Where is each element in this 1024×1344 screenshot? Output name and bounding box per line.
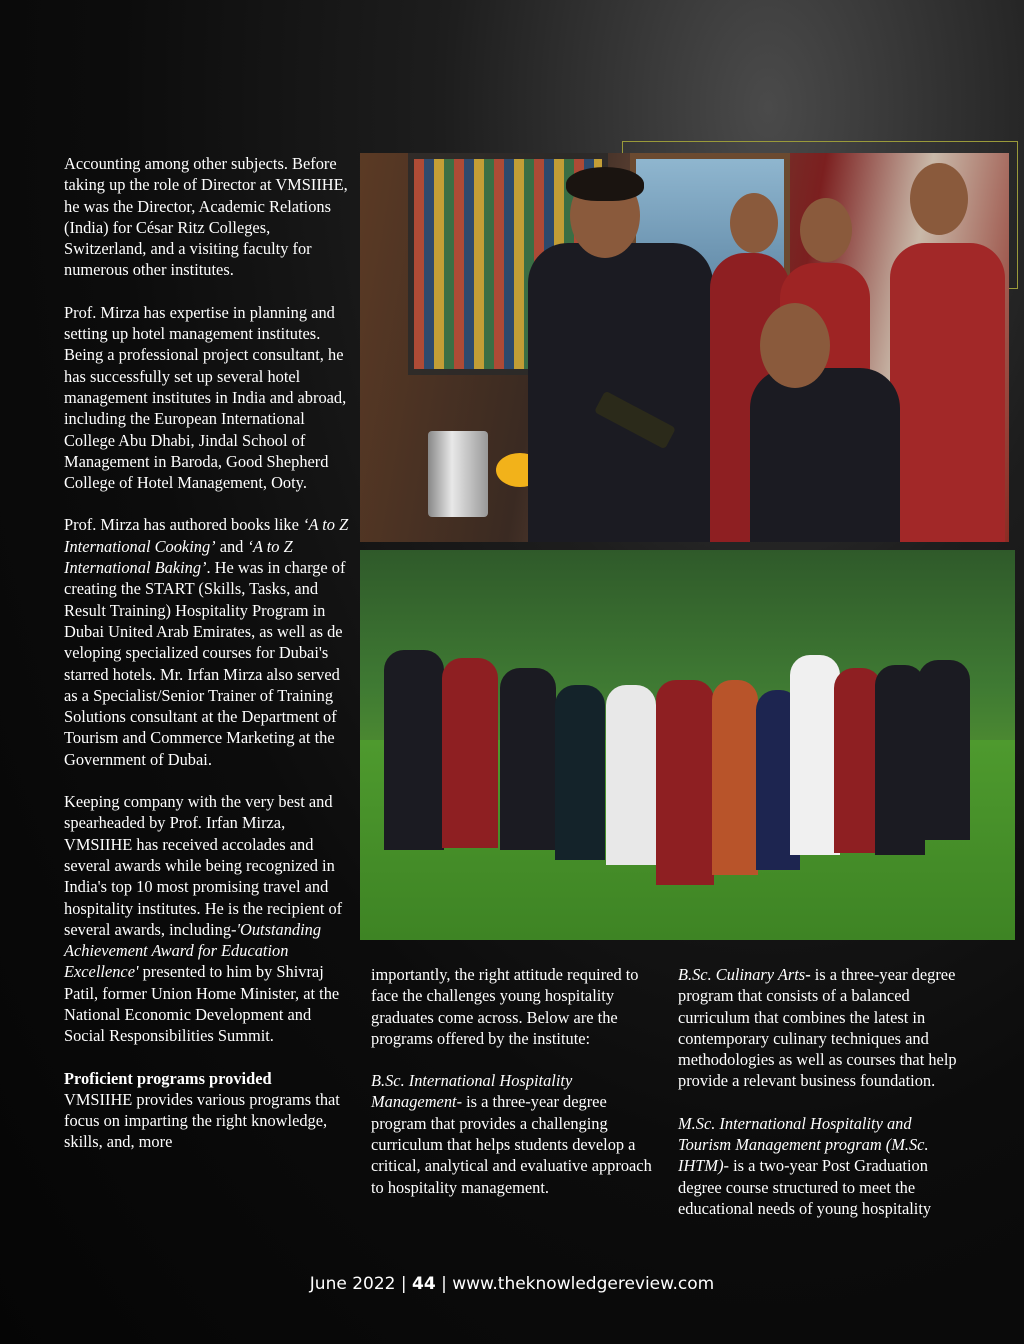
text-span: Keeping company with the very best and spearheaded by Prof. Irfan Mirza, VMSIIHE has received accolades and several awards while being recognized in India's top 10 most promising travel and hospitality institutes. He is the recipient of several awards, including- xyxy=(64,792,343,939)
paragraph: Accounting among other subjects. Before taking up the role of Director at VMSIIHE, he was the Director, Academic Relations (India) for César Ritz Colleges, Switzerland, and a visiting faculty for numerous other institutes. xyxy=(64,154,348,280)
text-span: . He was in charge of creating the START (Skills, Tasks, and Result Training) Hospitality Program in Dubai United Arab Emirates, as well as de veloping specialized courses for Dubai's starred hotels. Mr. Irfan Mirza also served as a Specialist/Senior Trainer of Training Solutions consultant at the Department of Tourism and Commerce Marketing at the Government of Dubai. xyxy=(64,558,346,769)
article-column-3 xyxy=(678,964,968,1219)
head xyxy=(730,193,778,253)
text-span: is a three-year degree program that consists of a balanced curriculum that combines the latest in contemporary culinary techniques and methodologies as well as courses that help provide a relevant business foundation. xyxy=(678,965,957,1091)
paragraph xyxy=(64,514,350,770)
group-member xyxy=(712,680,758,875)
article-column-2 xyxy=(371,964,656,1198)
group-member xyxy=(656,680,714,885)
article-column-1 xyxy=(64,153,350,1153)
footer-website[interactable]: | www.theknowledgereview.com xyxy=(435,1274,715,1294)
program-title: B.Sc. Culinary Arts xyxy=(678,965,806,984)
wine-service-photo xyxy=(360,153,1009,542)
paragraph xyxy=(64,1068,350,1153)
paragraph: importantly, the right attitude required to face the challenges young hospitality graduates come across. Below are the programs offered by the institute: xyxy=(371,965,639,1048)
paragraph: Prof. Mirza has expertise in planning and setting up hotel management institutes. Being a professional project consultant, he has successfully set up several hotel management institutes in India and abroad, including the European International College Abu Dhabi, Jindal School of Management in Baroda, Good Shepherd College of Hotel Management, Ooty. xyxy=(64,302,347,493)
footer-date: June 2022 | xyxy=(309,1274,413,1294)
program-title: B.Sc. International Hospitality Management- xyxy=(371,1071,573,1112)
group-member xyxy=(918,660,970,840)
text-span: - xyxy=(805,965,811,984)
paragraph xyxy=(64,791,350,1047)
student-figure xyxy=(890,243,1005,542)
head xyxy=(800,198,852,262)
group-photo xyxy=(360,550,1015,940)
text-span: presented to him by Shivraj Patil, former Union Home Minister, at the National Economic Development and Social Responsibilities Summit. xyxy=(64,962,340,1046)
group-member xyxy=(442,658,498,848)
group-member xyxy=(384,650,444,850)
text-span: is a two-year Post Graduation degree course structured to meet the educational needs of young hospitality xyxy=(678,1156,932,1218)
student-figure xyxy=(750,368,900,542)
ice-bucket xyxy=(428,431,488,517)
paragraph xyxy=(678,1113,968,1219)
text-span: Prof. Mirza has authored books like xyxy=(64,515,303,535)
text-span: VMSIIHE provides various programs that focus on imparting the right knowledge, skills, and, more xyxy=(64,1089,340,1152)
program-title: M.Sc. International Hospitality and Tourism Management program (M.Sc. IHTM)- xyxy=(678,1113,929,1176)
group-member xyxy=(790,655,840,855)
page-number: 44 xyxy=(412,1274,436,1294)
paragraph xyxy=(371,1070,656,1198)
text-span: and xyxy=(215,536,248,556)
group-member xyxy=(606,685,656,865)
director-figure xyxy=(528,243,713,542)
paragraph xyxy=(678,964,968,1092)
group-member xyxy=(555,685,605,860)
head xyxy=(910,163,968,235)
book-title: ‘A to Z International Cooking’ xyxy=(64,515,349,556)
head xyxy=(760,303,830,388)
section-heading: Proficient programs provided xyxy=(64,1068,272,1088)
text-span: is a three-year degree program that provides a challenging curriculum that helps students develop a critical, analytical and evaluative approach to hospitality management. xyxy=(371,1092,652,1197)
group-member xyxy=(500,668,556,850)
award-title: 'Outstanding Achievement Award for Education Excellence' xyxy=(64,919,322,982)
book-title: ‘A to Z International Baking’ xyxy=(64,536,293,578)
hair xyxy=(566,167,644,201)
page-footer xyxy=(0,1274,1024,1294)
